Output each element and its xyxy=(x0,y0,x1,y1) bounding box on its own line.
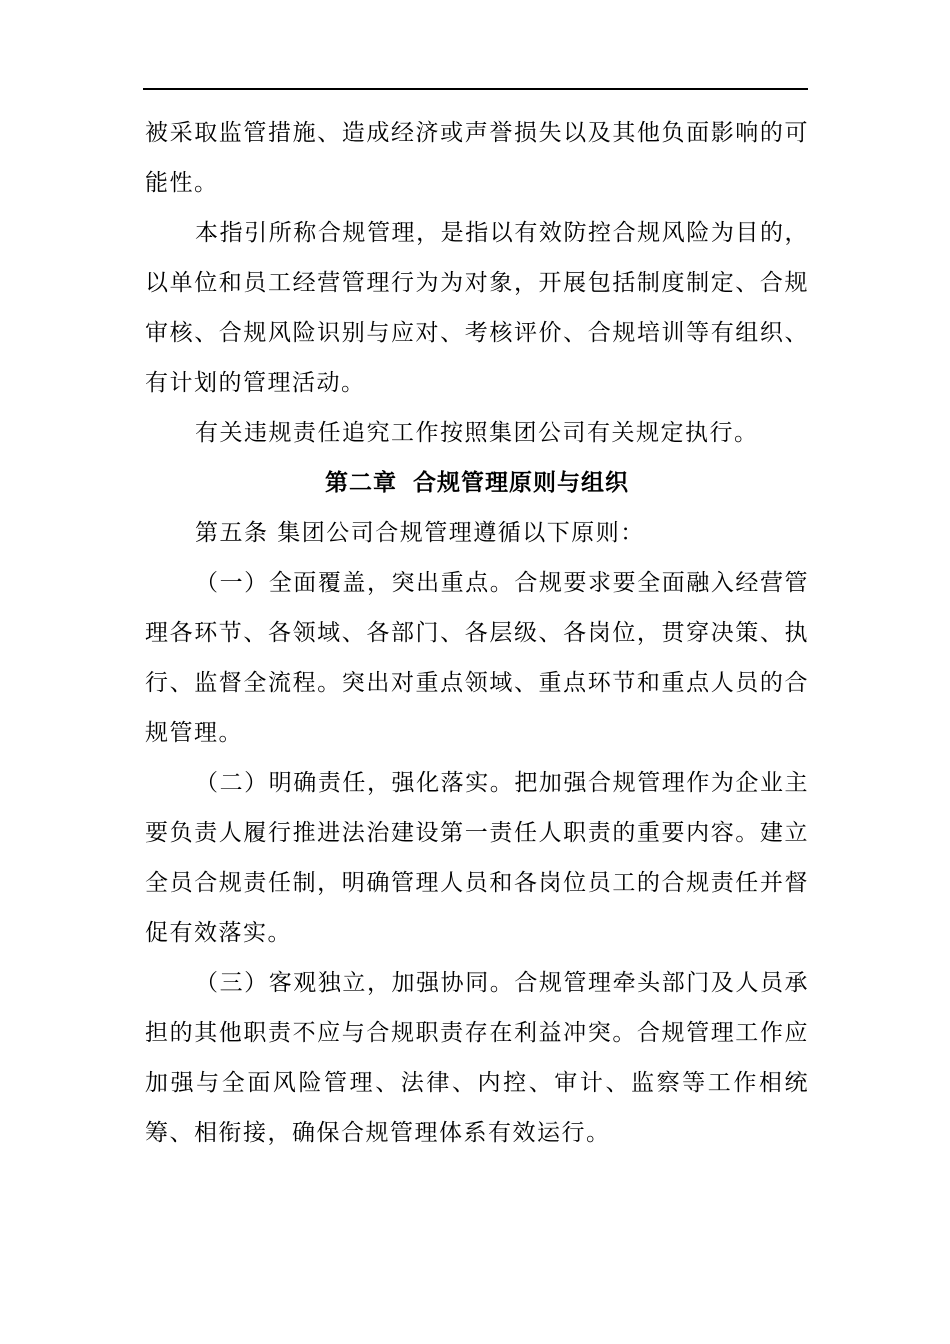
header-rule xyxy=(143,88,808,90)
chapter-heading xyxy=(145,458,809,508)
paragraph-continuation: 被采取监管措施、造成经济或声誉损失以及其他负面影响的可能性。 xyxy=(145,120,809,196)
document-body xyxy=(145,108,809,1158)
principle-three: （三）客观独立，加强协同。合规管理牵头部门及人员承担的其他职责不应与合规职责存在利益冲突。合规管理工作应加强与全面风险管理、法律、内控、审计、监察等工作相统筹、相衔接，确保合规管理体系有效运行。 xyxy=(145,970,809,1146)
paragraph-compliance-definition: 本指引所称合规管理，是指以有效防控合规风险为目的，以单位和员工经营管理行为为对象，开展包括制度制定、合规审核、合规风险识别与应对、考核评价、合规培训等有组织、有计划的管理活动。 xyxy=(145,220,809,396)
chapter-number: 第二章 xyxy=(325,470,397,496)
article-five-heading: 第五条 集团公司合规管理遵循以下原则： xyxy=(195,520,645,546)
paragraph-accountability: 有关违规责任追究工作按照集团公司有关规定执行。 xyxy=(195,420,759,446)
principle-one: （一）全面覆盖，突出重点。合规要求要全面融入经营管理各环节、各领域、各部门、各层级、各岗位，贯穿决策、执行、监督全流程。突出对重点领域、重点环节和重点人员的合规管理。 xyxy=(145,570,809,746)
principle-two: （二）明确责任，强化落实。把加强合规管理作为企业主要负责人履行推进法治建设第一责任人职责的重要内容。建立全员合规责任制，明确管理人员和各岗位员工的合规责任并督促有效落实。 xyxy=(145,770,809,946)
chapter-title: 合规管理原则与组织 xyxy=(413,470,629,496)
